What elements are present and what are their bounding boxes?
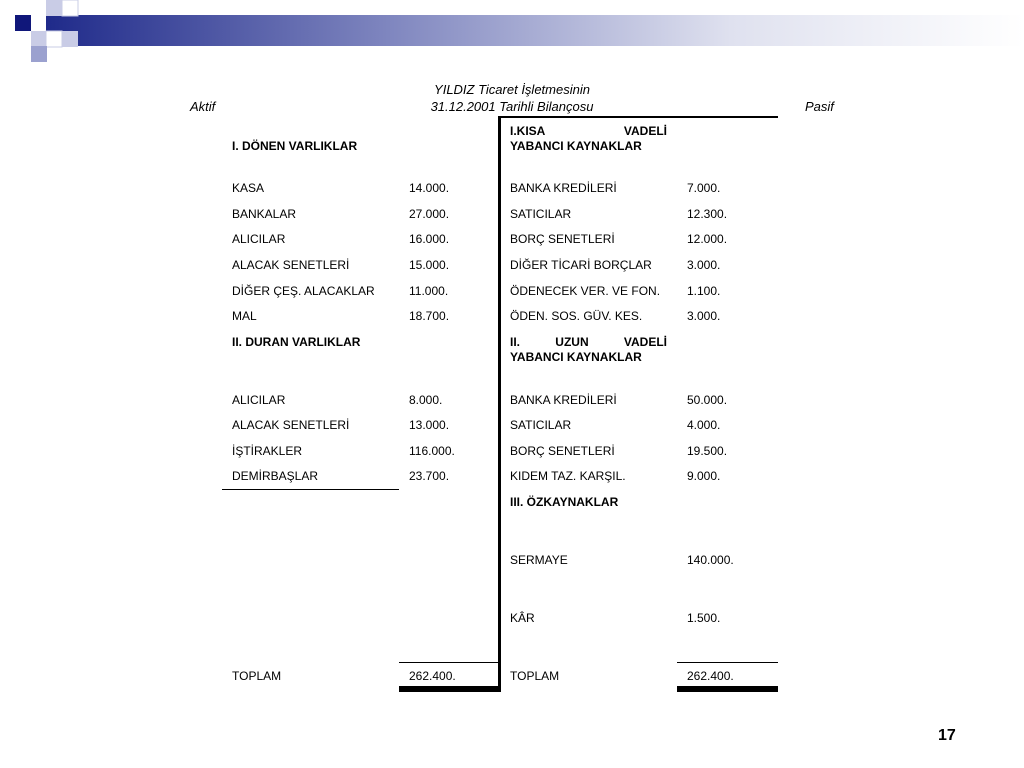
aktif-row-value: 23.700. bbox=[409, 469, 450, 483]
aktif-row-label: MAL bbox=[232, 309, 257, 323]
aktif-row-label: DİĞER ÇEŞ. ALACAKLAR bbox=[232, 284, 375, 298]
pasif-row-label: ÖDENECEK VER. VE FON. bbox=[510, 284, 661, 298]
aktif-row-label: ALACAK SENETLERİ bbox=[232, 418, 350, 432]
aktif-total-label: TOPLAM bbox=[232, 669, 282, 683]
pasif-row-value: 7.000. bbox=[687, 181, 721, 195]
sermaye-value: 140.000. bbox=[687, 553, 734, 567]
kar-label: KÂR bbox=[510, 611, 535, 625]
pasif-row-value: 4.000. bbox=[687, 418, 721, 432]
kar-value: 1.500. bbox=[687, 611, 721, 625]
aktif-row-label: DEMİRBAŞLAR bbox=[232, 469, 319, 483]
pasif-row-value: 12.300. bbox=[687, 207, 728, 221]
aktif-section-2: II. DURAN VARLIKLAR bbox=[232, 335, 361, 349]
aktif-row-value: 16.000. bbox=[409, 232, 450, 246]
aktif-total-top-rule bbox=[399, 662, 499, 663]
aktif-total-double-rule bbox=[399, 686, 499, 692]
pasif-row-value: 1.100. bbox=[687, 284, 721, 298]
pasif-section-1-line-2: YABANCI KAYNAKLAR bbox=[510, 139, 642, 153]
pasif-section-2-word: UZUN bbox=[555, 335, 589, 349]
aktif-subtotal-rule bbox=[222, 489, 399, 490]
sermaye-label: SERMAYE bbox=[510, 553, 568, 567]
top-rule-right bbox=[498, 116, 778, 118]
aktif-row-label: İŞTİRAKLER bbox=[232, 444, 303, 458]
pasif-total-value: 262.400. bbox=[687, 669, 734, 683]
aktif-row-value: 15.000. bbox=[409, 258, 450, 272]
pasif-total-label: TOPLAM bbox=[510, 669, 560, 683]
pasif-section-3: III. ÖZKAYNAKLAR bbox=[510, 495, 619, 509]
pasif-row-label: DİĞER TİCARİ BORÇLAR bbox=[510, 258, 652, 272]
aktif-row-value: 11.000. bbox=[409, 284, 449, 298]
pasif-section-1-line-1 bbox=[510, 124, 667, 139]
pasif-row-value: 3.000. bbox=[687, 258, 721, 272]
pasif-row-label: ÖDEN. SOS. GÜV. KES. bbox=[510, 309, 643, 323]
pasif-total-double-rule bbox=[677, 686, 778, 692]
pasif-label: Pasif bbox=[805, 99, 834, 114]
aktif-row-label: BANKALAR bbox=[232, 207, 297, 221]
aktif-row-value: 13.000. bbox=[409, 418, 450, 432]
pasif-row-label: BANKA KREDİLERİ bbox=[510, 393, 617, 407]
aktif-row-label: ALICILAR bbox=[232, 232, 286, 246]
aktif-row-value: 8.000. bbox=[409, 393, 443, 407]
title-line-1: YILDIZ Ticaret İşletmesinin bbox=[434, 82, 590, 97]
center-divider bbox=[498, 116, 501, 692]
pasif-section-2-word: II. bbox=[510, 335, 521, 349]
pasif-row-value: 3.000. bbox=[687, 309, 721, 323]
aktif-total-value: 262.400. bbox=[409, 669, 456, 683]
aktif-section-1: I. DÖNEN VARLIKLAR bbox=[232, 139, 358, 153]
pasif-row-label: BANKA KREDİLERİ bbox=[510, 181, 617, 195]
pasif-section-2-line-2: YABANCI KAYNAKLAR bbox=[510, 350, 642, 364]
aktif-row-label: ALICILAR bbox=[232, 393, 286, 407]
title-line-2: 31.12.2001 Tarihli Bilançosu bbox=[430, 99, 594, 114]
aktif-row-value: 116.000. bbox=[409, 444, 455, 458]
pasif-section-2-word: VADELİ bbox=[623, 335, 667, 349]
aktif-row-value: 27.000. bbox=[409, 207, 450, 221]
aktif-label: Aktif bbox=[190, 99, 216, 114]
pasif-row-label: KIDEM TAZ. KARŞIL. bbox=[510, 469, 626, 483]
pasif-row-value: 12.000. bbox=[687, 232, 728, 246]
pasif-row-value: 9.000. bbox=[687, 469, 721, 483]
pasif-row-label: SATICILAR bbox=[510, 418, 572, 432]
pasif-section-1-word: VADELİ bbox=[623, 124, 667, 138]
pasif-row-value: 19.500. bbox=[687, 444, 728, 458]
pasif-total-top-rule bbox=[677, 662, 778, 663]
pasif-row-label: BORÇ SENETLERİ bbox=[510, 444, 615, 458]
header-banner bbox=[0, 0, 1024, 62]
pasif-section-1-word: I.KISA bbox=[510, 124, 546, 138]
pasif-section-2-line-1 bbox=[510, 335, 667, 350]
aktif-row-value: 14.000. bbox=[409, 181, 450, 195]
aktif-row-label: ALACAK SENETLERİ bbox=[232, 258, 350, 272]
aktif-row-value: 18.700. bbox=[409, 309, 450, 323]
pasif-row-value: 50.000. bbox=[687, 393, 728, 407]
aktif-row-label: KASA bbox=[232, 181, 265, 195]
pasif-row-label: BORÇ SENETLERİ bbox=[510, 232, 615, 246]
page-number: 17 bbox=[938, 727, 956, 744]
pasif-row-label: SATICILAR bbox=[510, 207, 572, 221]
